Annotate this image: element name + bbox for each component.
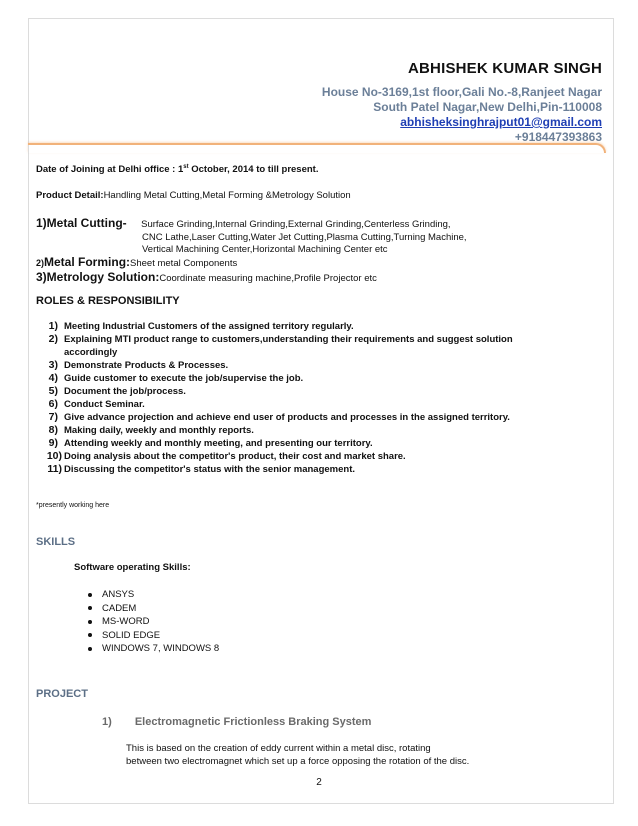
- project-item-num: 1): [102, 716, 112, 728]
- metrology-block: [36, 268, 377, 286]
- presently-note: *presently working here: [36, 502, 110, 509]
- project-description: [126, 743, 566, 768]
- role-text: Explaining MTI product range to customers,understanding their requirements and suggest solution accordingly: [64, 334, 513, 358]
- role-item: [36, 450, 516, 463]
- joining-sup: st: [183, 164, 189, 170]
- role-item: [36, 372, 516, 385]
- skill-text: MS-WORD: [102, 616, 150, 627]
- phone-number: +918447393863: [514, 130, 602, 144]
- role-num: 1): [48, 320, 58, 332]
- metal-cutting-line-1: Surface Grinding,Internal Grinding,External Grinding,Centerless Grinding,: [141, 219, 451, 230]
- role-num: 5): [48, 385, 58, 397]
- role-text: Attending weekly and monthly meeting, and presenting our territory.: [64, 438, 373, 449]
- role-text: Discussing the competitor's status with the senior management.: [64, 464, 356, 475]
- role-text: Give advance projection and achieve end user of products and processes in the assigned territory.: [64, 412, 510, 423]
- metal-cutting-label: 1)Metal Cutting-: [36, 216, 127, 230]
- role-num: 6): [48, 398, 58, 410]
- project-title: PROJECT: [36, 688, 88, 700]
- skill-text: CADEM: [102, 602, 137, 614]
- skill-item: [88, 588, 219, 602]
- skill-text: WINDOWS 7, WINDOWS 8: [102, 643, 220, 654]
- role-text: Making daily, weekly and monthly reports.: [64, 425, 254, 436]
- skills-subtitle: Software operating Skills:: [74, 562, 191, 573]
- role-item: [36, 385, 516, 398]
- role-num: 7): [48, 411, 58, 423]
- bullet-icon: [88, 606, 92, 610]
- skills-title: SKILLS: [36, 536, 76, 548]
- metal-forming-label: Metal Forming:: [44, 255, 131, 269]
- bullet-icon: [88, 633, 92, 637]
- role-num: 8): [48, 424, 58, 436]
- role-item: [36, 359, 516, 372]
- role-num: 11): [47, 463, 62, 475]
- product-text: Handling Metal Cutting,Metal Forming &Metrology Solution: [103, 190, 351, 201]
- role-num: 10): [46, 450, 62, 462]
- role-item: [36, 320, 516, 333]
- role-num: 4): [48, 372, 58, 384]
- metal-cutting-line-3: Vertical Machining Center,Horizontal Machining Center etc: [142, 244, 388, 255]
- skill-text: ANSYS: [102, 589, 135, 600]
- role-text: Document the job/process.: [64, 386, 186, 397]
- skill-text: SOLID EDGE: [102, 629, 161, 641]
- role-item: [36, 411, 516, 424]
- email-link[interactable]: abhisheksinghrajput01@gmail.com: [400, 115, 602, 129]
- joining-suffix: October, 2014 to till present.: [188, 164, 319, 176]
- skill-item: [88, 602, 219, 616]
- address-line-1: House No-3169,1st floor,Gali No.-8,Ranjeet Nagar: [321, 85, 602, 99]
- resume-header: [322, 60, 602, 145]
- metal-cutting-block: [36, 214, 596, 256]
- bullet-icon: [88, 620, 92, 624]
- role-item: [36, 424, 516, 437]
- role-item: [36, 398, 516, 411]
- page-number: 2: [316, 777, 322, 788]
- metrology-text: Coordinate measuring machine,Profile Projector etc: [159, 273, 377, 284]
- role-item: [36, 437, 516, 450]
- project-desc-line-2: between two electromagnet which set up a force opposing the rotation of the disc.: [126, 755, 470, 767]
- joining-prefix: Date of Joining at Delhi office : 1: [36, 164, 184, 176]
- address-line-2: South Patel Nagar,New Delhi,Pin-110008: [373, 100, 602, 114]
- product-label: Product Detail:: [36, 190, 104, 201]
- product-detail: [36, 190, 351, 201]
- skill-item: [88, 642, 219, 656]
- roles-title: ROLES & RESPONSIBILITY: [36, 295, 180, 307]
- metal-forming-num: 2): [36, 258, 45, 268]
- role-num: 2): [48, 333, 58, 345]
- bullet-icon: [88, 593, 92, 597]
- header-divider: [28, 143, 606, 153]
- project-desc-line-1: This is based on the creation of eddy current within a metal disc, rotating: [126, 743, 431, 754]
- bullet-icon: [88, 647, 92, 651]
- project-item: [102, 716, 371, 728]
- role-text: Meeting Industrial Customers of the assigned territory regularly.: [64, 321, 354, 332]
- role-text: Demonstrate Products & Processes.: [64, 360, 229, 371]
- project-item-title: Electromagnetic Frictionless Braking System: [134, 716, 372, 728]
- role-text: Conduct Seminar.: [64, 399, 145, 410]
- role-item: [36, 463, 516, 476]
- metal-forming-text: Sheet metal Components: [130, 258, 238, 269]
- skill-item: [88, 615, 219, 629]
- candidate-name: ABHISHEK KUMAR SINGH: [407, 60, 602, 77]
- role-text: Guide customer to execute the job/supervise the job.: [64, 373, 304, 384]
- metrology-label: 3)Metrology Solution:: [36, 270, 160, 284]
- role-item: [36, 333, 516, 359]
- joining-date: [36, 164, 318, 175]
- role-text: Doing analysis about the competitor's product, their cost and market share.: [64, 451, 406, 462]
- metal-cutting-line-2: CNC Lathe,Laser Cutting,Water Jet Cutting,Plasma Cutting,Turning Machine,: [142, 232, 467, 243]
- role-num: 9): [48, 437, 58, 449]
- skills-list: [88, 588, 219, 656]
- roles-list: [36, 320, 516, 476]
- skill-item: [88, 629, 219, 643]
- role-num: 3): [48, 359, 58, 371]
